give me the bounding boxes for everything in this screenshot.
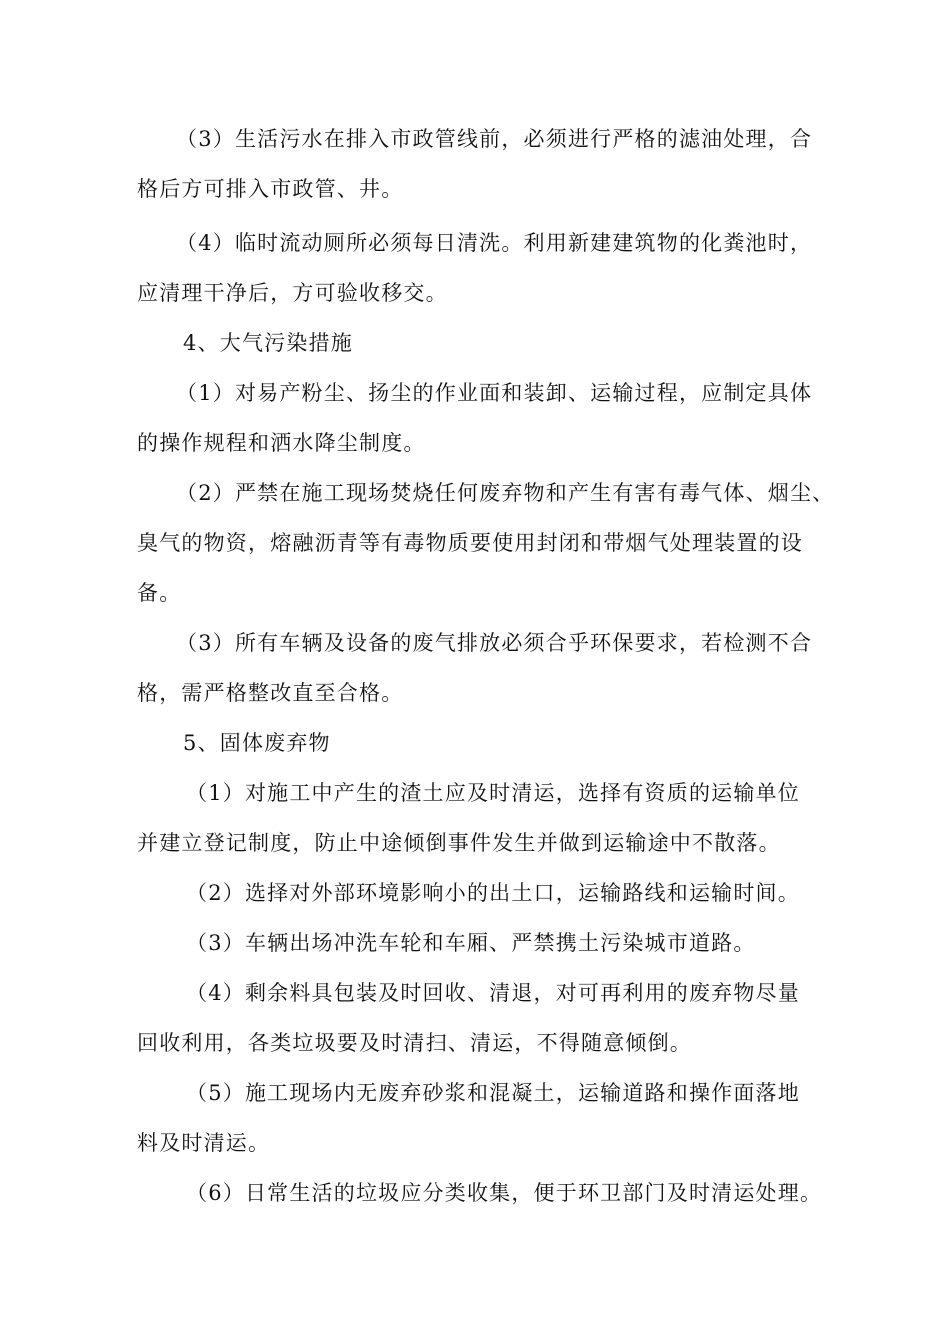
paragraph-line: （4）临时流动厕所必须每日清洗。利用新建建筑物的化粪池时， [176, 231, 813, 255]
paragraph-line: （5）施工现场内无废弃砂浆和混凝土，运输道路和操作面落地 [186, 1081, 800, 1105]
paragraph-line: 臭气的物资，熔融沥青等有毒物质要使用封闭和带烟气处理装置的设 [137, 531, 803, 555]
paragraph-line: （1）对施工中产生的渣土应及时清运，选择有资质的运输单位 [186, 781, 800, 805]
paragraph-line: 备。 [137, 581, 182, 605]
paragraph-line: （1）对易产粉尘、扬尘的作业面和装卸、运输过程，应制定具体 [176, 381, 813, 405]
paragraph-line: 格后方可排入市政管、井。 [137, 177, 404, 201]
paragraph-line: 格，需严格整改直至合格。 [137, 681, 404, 705]
section-heading: 4、大气污染措施 [183, 331, 353, 355]
paragraph-line: （3）车辆出场冲洗车轮和车厢、严禁携土污染城市道路。 [186, 931, 756, 955]
paragraph-line: （6）日常生活的垃圾应分类收集，便于环卫部门及时清运处理。 [186, 1181, 823, 1205]
section-heading: 5、固体废弃物 [183, 731, 331, 755]
paragraph-line: 回收利用，各类垃圾要及时清扫、清运，不得随意倾倒。 [137, 1031, 692, 1055]
paragraph-line: 料及时清运。 [137, 1131, 271, 1155]
paragraph-line: 并建立登记制度，防止中途倾倒事件发生并做到运输途中不散落。 [137, 831, 781, 855]
paragraph-line: 的操作规程和洒水降尘制度。 [137, 431, 426, 455]
paragraph-line: 应清理干净后，方可验收移交。 [137, 281, 448, 305]
paragraph-line: （2）选择对外部环境影响小的出土口，运输路线和运输时间。 [186, 881, 800, 905]
paragraph-line: （3）生活污水在排入市政管线前，必须进行严格的滤油处理，合 [176, 127, 813, 151]
paragraph-line: （2）严禁在施工现场焚烧任何废弃物和产生有害有毒气体、烟尘、 [176, 481, 835, 505]
paragraph-line: （3）所有车辆及设备的废气排放必须合乎环保要求，若检测不合 [176, 631, 813, 655]
paragraph-line: （4）剩余料具包装及时回收、清退，对可再利用的废弃物尽量 [186, 981, 800, 1005]
